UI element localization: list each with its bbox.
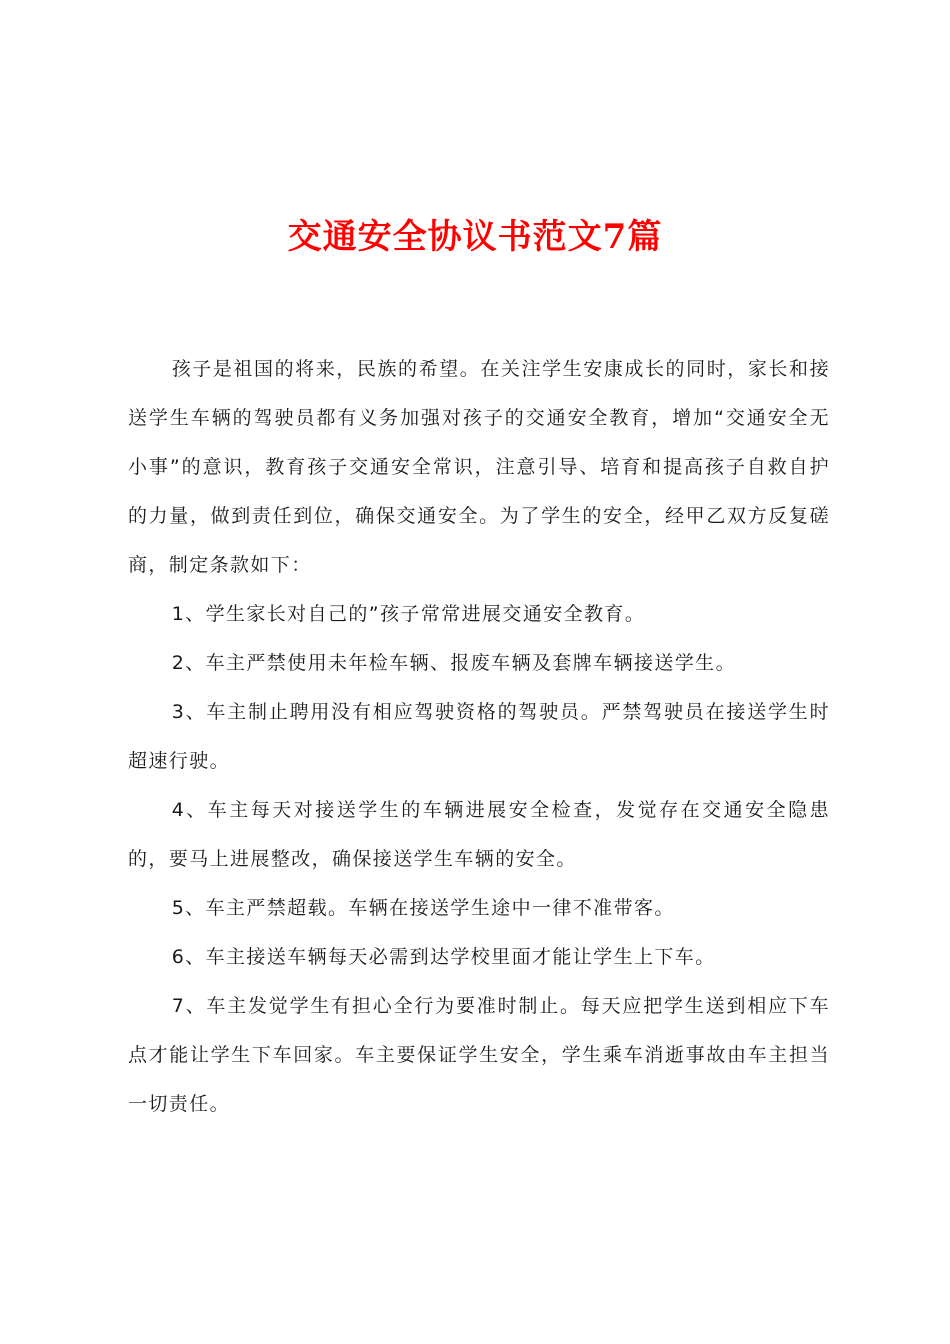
- clause-1: 1、学生家长对自己的”孩子常常进展交通安全教育。: [171, 603, 646, 625]
- intro-paragraph: 孩子是祖国的将来，民族的希望。在关注学生安康成长的同时，家长和接送学生车辆的驾驶员都有义务加强对孩子的交通安全教育，增加“交通安全无小事”的意识，教育孩子交通安全常识，注意引导、培育和提高孩子自救自护的力量，做到责任到位，确保交通安全。为了学生的安全，经甲乙双方反复磋商，制定条款如下：: [128, 358, 830, 576]
- clause-4: 4、车主每天对接送学生的车辆进展安全检查，发觉存在交通安全隐患的，要马上进展整改，确保接送学生车辆的安全。: [128, 799, 830, 870]
- clause-3: 3、车主制止聘用没有相应驾驶资格的驾驶员。严禁驾驶员在接送学生时超速行驶。: [128, 701, 830, 772]
- clause-7: 7、车主发觉学生有担心全行为要准时制止。每天应把学生送到相应下车点才能让学生下车回家。车主要保证学生安全，学生乘车消逝事故由车主担当一切责任。: [128, 995, 830, 1115]
- clause-2: 2、车主严禁使用未年检车辆、报废车辆及套牌车辆接送学生。: [171, 652, 736, 674]
- document-title: 交通安全协议书范文7篇: [287, 217, 663, 257]
- document-body: [128, 345, 830, 1129]
- clause-6: 6、车主接送车辆每天必需到达学校里面才能让学生上下车。: [171, 946, 716, 968]
- clause-5: 5、车主严禁超载。车辆在接送学生途中一律不准带客。: [171, 897, 675, 919]
